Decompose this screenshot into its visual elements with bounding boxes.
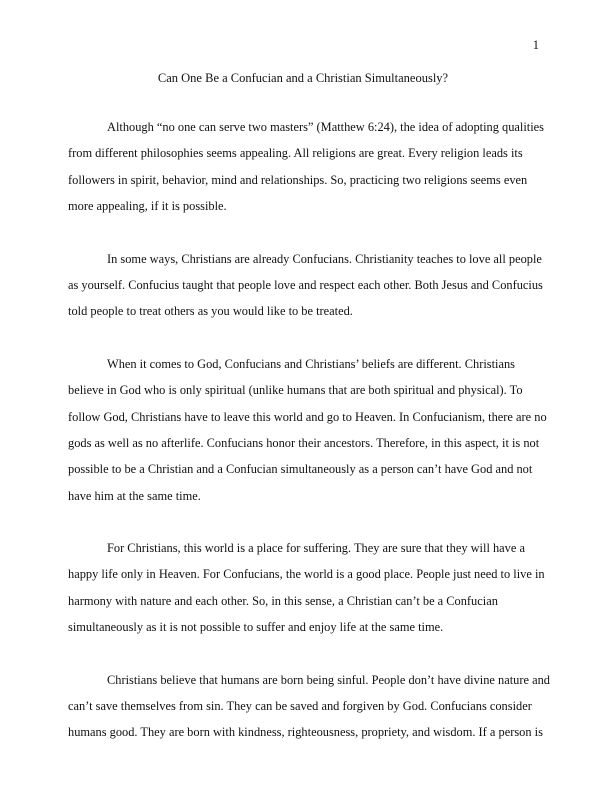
paragraph-line: followers in spirit, behavior, mind and relationships. So, practicing two religions seems even [68,172,528,187]
paragraph-line: have him at the same time. [68,488,201,503]
paragraph-4 [68,535,545,641]
paragraph-line: believe in God who is only spiritual (unlike humans that are both spiritual and physical). To [68,383,523,398]
paragraph-line: more appealing, if it is possible. [68,199,227,214]
paragraph-line: can’t save themselves from sin. They can be saved and forgiven by God. Confucians consider [68,699,532,714]
paragraph-line: possible to be a Christian and a Confucian simultaneously as a person can’t have God and not [68,462,533,477]
paragraph-line: When it comes to God, Confucians and Christians’ beliefs are different. Christians [107,356,515,371]
paragraph-line: happy life only in Heaven. For Confucians, the world is a good place. People just need to live in [68,567,545,582]
paragraph-line: Christians believe that humans are born being sinful. People don’t have divine nature and [107,672,550,687]
page-number: 1 [532,38,539,52]
paragraph-2 [68,246,543,325]
paragraph-line: as yourself. Confucius taught that people love and respect each other. Both Jesus and Confucius [68,277,543,292]
document-body [68,114,550,772]
paragraph-1 [68,114,544,220]
paragraph-5 [68,667,550,746]
paragraph-line: Although “no one can serve two masters” (Matthew 6:24), the idea of adopting qualities [107,120,544,134]
paragraph-line: from different philosophies seems appealing. All religions are great. Every religion leads its [68,146,523,161]
paragraph-line: told people to treat others as you would like to be treated. [68,304,353,319]
paragraph-line: simultaneously as it is not possible to suffer and enjoy life at the same time. [68,620,444,635]
paragraph-3 [68,351,547,509]
paragraph-line: In some ways, Christians are already Confucians. Christianity teaches to love all people [107,251,542,266]
paragraph-line: humans good. They are born with kindness, righteousness, propriety, and wisdom. If a person is [68,725,543,740]
page-title: Can One Be a Confucian and a Christian Simultaneously? [157,71,449,85]
paragraph-line: gods as well as no afterlife. Confucians honor their ancestors. Therefore, in this aspect, it is not [68,435,540,450]
paragraph-line: follow God, Christians have to leave this world and go to Heaven. In Confucianism, there are no [68,409,547,424]
paragraph-line: For Christians, this world is a place for suffering. They are sure that they will have a [107,541,525,556]
paragraph-line: harmony with nature and each other. So, in this sense, a Christian can’t be a Confucian [68,593,498,608]
